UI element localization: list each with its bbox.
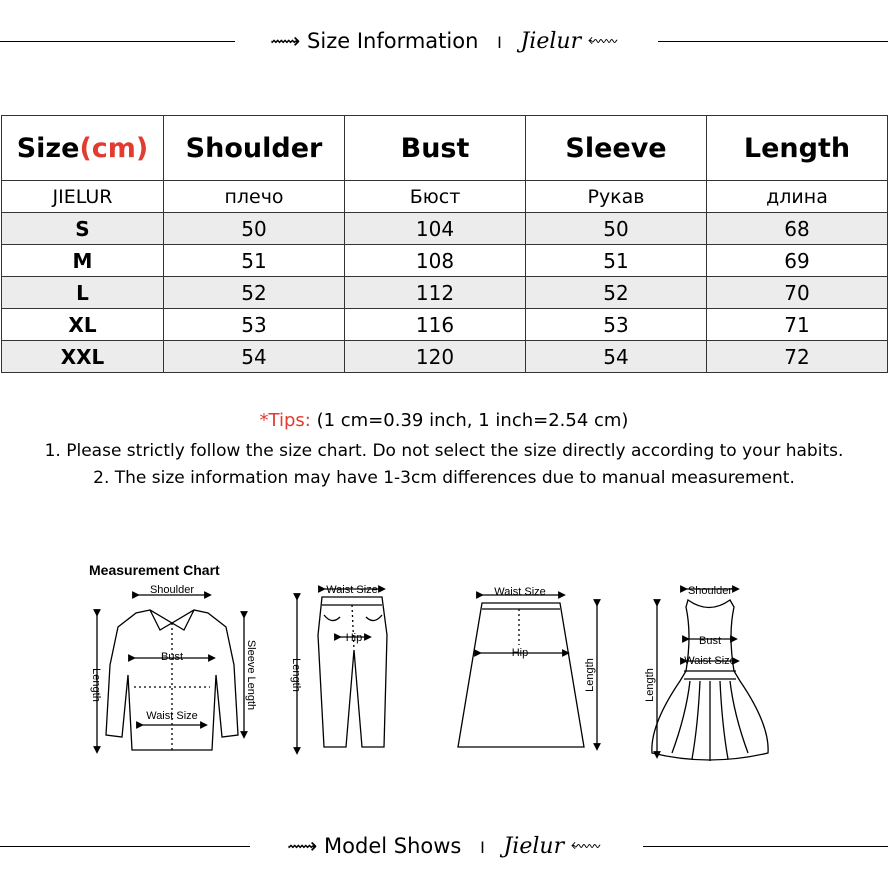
dress-bust-label: Bust (698, 635, 722, 647)
header-shoulder: Shoulder (164, 116, 345, 181)
dress-shoulder-label: Shoulder (687, 585, 733, 597)
table-cell: 50 (164, 213, 345, 245)
size-cell: L (2, 277, 164, 309)
table-cell: 104 (345, 213, 526, 245)
measurement-chart-title: Measurement Chart (89, 562, 220, 578)
subheader-cell: плечо (164, 181, 345, 213)
header-size: Size(cm) (2, 116, 164, 181)
shirt-bust-label: Bust (160, 651, 184, 663)
tips-notes (0, 438, 888, 492)
shirt-sleeve-label: Sleeve Length (245, 639, 257, 711)
header-length: Length (707, 116, 888, 181)
size-table (1, 115, 888, 373)
table-cell: 54 (164, 341, 345, 373)
table-cell: 52 (164, 277, 345, 309)
header-bust: Bust (345, 116, 526, 181)
table-header-row (2, 116, 888, 181)
table-cell: 112 (345, 277, 526, 309)
table-cell: 120 (345, 341, 526, 373)
dress-illustration (652, 589, 768, 761)
footer-banner (0, 832, 888, 862)
table-cell: 69 (707, 245, 888, 277)
footer-brand: Jielur (503, 834, 565, 859)
table-cell: 52 (526, 277, 707, 309)
table-cell: 50 (526, 213, 707, 245)
note-1: 1. Please strictly follow the size chart. Do not select the size directly according to your habits. (44, 441, 844, 461)
dress-waist-label: Waist Size (684, 655, 736, 667)
subheader-cell: Бюст (345, 181, 526, 213)
skirt-waist-label: Waist Size (494, 586, 546, 598)
header-banner (0, 27, 888, 57)
pants-length-label: Length (290, 658, 302, 692)
table-cell: 70 (707, 277, 888, 309)
tips-line (0, 410, 888, 431)
shirt-length-label: Length (90, 668, 102, 702)
pants-illustration (297, 589, 387, 751)
swirl-right-icon: ⬳ (570, 834, 601, 858)
table-cell: 108 (345, 245, 526, 277)
subheader-cell: Рукав (526, 181, 707, 213)
tips-conversion: (1 cm=0.39 inch, 1 inch=2.54 cm) (310, 410, 629, 431)
banner-brand: Jielur (520, 29, 582, 54)
subheader-cell: длина (707, 181, 888, 213)
table-cell: 72 (707, 341, 888, 373)
table-subheader-row (2, 181, 888, 213)
header-sleeve: Sleeve (526, 116, 707, 181)
shirt-illustration (97, 595, 244, 750)
swirl-right-icon: ⬳ (587, 29, 618, 53)
shirt-shoulder-label: Shoulder (149, 584, 195, 596)
table-row (2, 341, 888, 373)
measurement-illustrations (0, 575, 888, 770)
shirt-waist-label: Waist Size (146, 710, 198, 722)
table-row (2, 245, 888, 277)
table-row (2, 277, 888, 309)
subheader-cell: JIELUR (2, 181, 164, 213)
table-row (2, 213, 888, 245)
table-cell: 54 (526, 341, 707, 373)
skirt-illustration (458, 595, 597, 747)
pants-waist-label: Waist Size (326, 584, 378, 596)
table-cell: 51 (164, 245, 345, 277)
footer-title: Model Shows (324, 834, 462, 858)
table-cell: 116 (345, 309, 526, 341)
table-cell: 68 (707, 213, 888, 245)
table-row (2, 309, 888, 341)
swirl-left-icon: ⟿ (287, 834, 325, 858)
note-2: 2. The size information may have 1-3cm differences due to manual measurement. (93, 468, 795, 488)
dress-length-label: Length (644, 668, 656, 702)
header-size-unit: (cm) (79, 132, 149, 164)
size-cell: S (2, 213, 164, 245)
size-cell: M (2, 245, 164, 277)
table-cell: 53 (164, 309, 345, 341)
table-cell: 71 (707, 309, 888, 341)
size-cell: XXL (2, 341, 164, 373)
footer-separator: I (480, 838, 485, 857)
banner-title-row (0, 29, 888, 54)
banner-title: Size Information (307, 29, 479, 53)
size-cell: XL (2, 309, 164, 341)
swirl-left-icon: ⟿ (270, 29, 308, 53)
table-cell: 53 (526, 309, 707, 341)
footer-title-row (0, 834, 888, 859)
pants-hip-label: Hip (345, 632, 363, 644)
skirt-hip-label: Hip (511, 647, 529, 659)
banner-separator: I (497, 33, 502, 52)
table-cell: 51 (526, 245, 707, 277)
tips-label: *Tips: (259, 410, 311, 431)
skirt-length-label: Length (584, 658, 596, 692)
